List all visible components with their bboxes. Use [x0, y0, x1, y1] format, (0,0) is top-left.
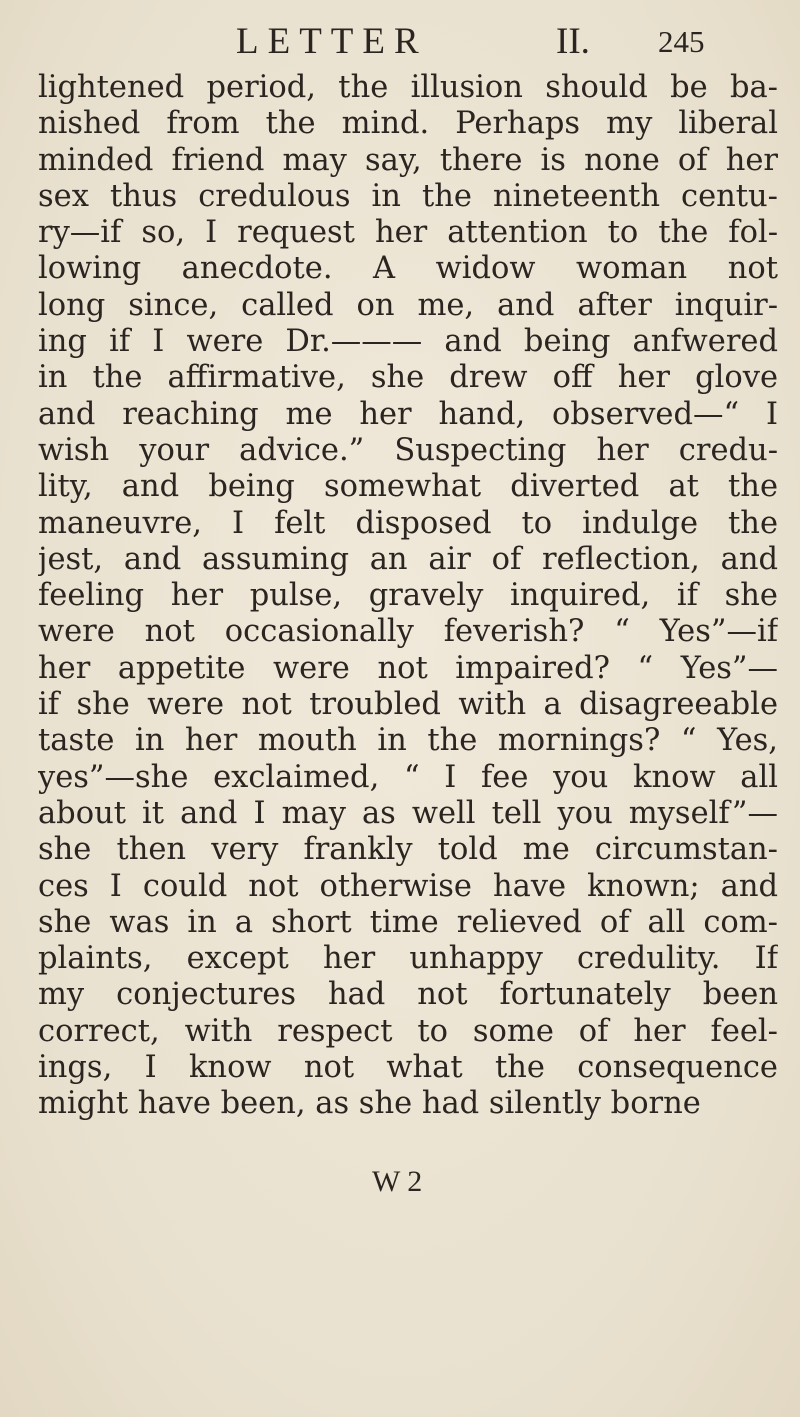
signature-mark: W 2 — [372, 1165, 423, 1198]
text-line: ces I could not otherwise have known; and — [38, 868, 778, 904]
text-line: nished from the mind. Perhaps my liberal — [38, 106, 778, 142]
text-line: feeling her pulse, gravely inquired, if she — [38, 578, 778, 614]
body-text — [38, 70, 778, 1123]
text-line: correct, with respect to some of her feel- — [38, 1013, 778, 1049]
text-line: lightened period, the illusion should be ba- — [38, 70, 778, 105]
text-line: her appetite were not impaired? “ Yes”— — [38, 650, 778, 686]
text-line: in the affirmative, she drew off her glove — [38, 360, 778, 396]
text-line: and reaching me her hand, observed—“ I — [38, 396, 778, 432]
text-line: ry—if so, I request her attention to the fol- — [38, 215, 778, 251]
text-line: were not occasionally feverish? “ Yes”—if — [38, 614, 778, 650]
text-line: maneuvre, I felt disposed to indulge the — [38, 505, 778, 541]
text-line: about it and I may as well tell you myself”— — [38, 795, 778, 831]
text-line: if she were not troubled with a disagreeable — [38, 687, 778, 723]
text-line: lity, and being somewhat diverted at the — [38, 469, 778, 505]
text-line: ings, I know not what the consequence — [38, 1050, 778, 1086]
text-line: taste in her mouth in the mornings? “ Yes, — [38, 723, 778, 759]
text-line: might have been, as she had silently borne — [38, 1086, 701, 1122]
running-title: LETTER — [236, 21, 428, 62]
text-line: yes”—she exclaimed, “ I fee you know all — [38, 759, 778, 795]
text-line: long since, called on me, and after inquir- — [38, 287, 778, 323]
text-line: plaints, except her unhappy credulity. If — [38, 941, 778, 977]
text-line: minded friend may say, there is none of her — [38, 142, 778, 178]
text-line: wish your advice.” Suspecting her credu- — [38, 432, 778, 468]
text-line: ing if I were Dr.——— and being anfwered — [38, 324, 778, 360]
text-line: jest, and assuming an air of reflection, and — [38, 541, 778, 577]
text-line: she then very frankly told me circumstan- — [38, 832, 778, 868]
text-line: sex thus credulous in the nineteenth centu- — [38, 178, 778, 214]
chapter-number: II. — [556, 21, 590, 62]
running-head — [236, 18, 766, 66]
text-line: she was in a short time relieved of all com- — [38, 904, 778, 940]
text-line: my conjectures had not fortunately been — [38, 977, 778, 1013]
page-number: 245 — [658, 24, 705, 59]
text-line: lowing anecdote. A widow woman not — [38, 251, 778, 287]
